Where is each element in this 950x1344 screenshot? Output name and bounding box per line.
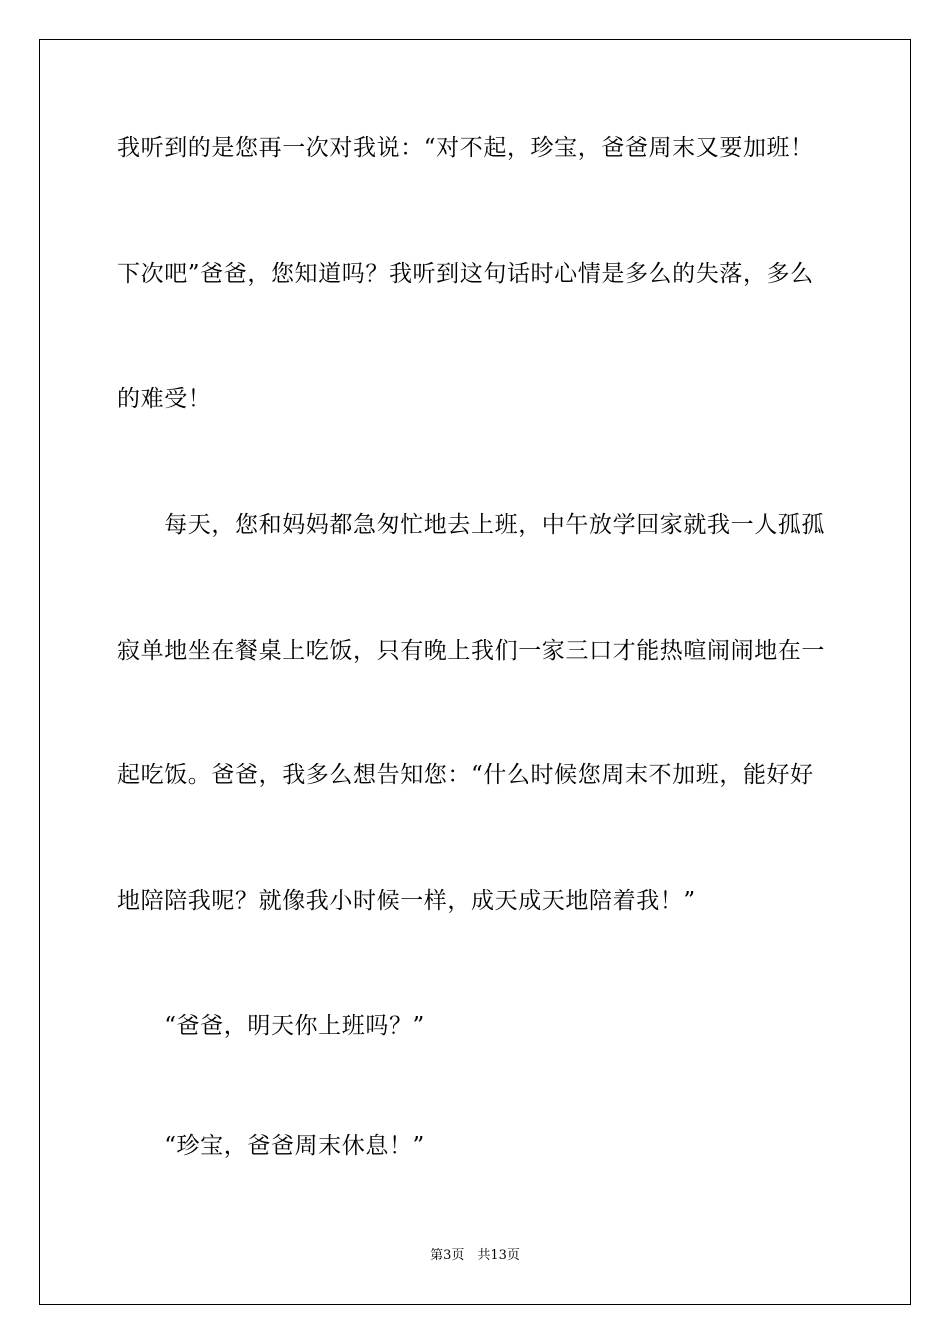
- text-line-4: 每天，您和妈妈都急匆忙地去上班，中午放学回家就我一人孤孤: [117, 512, 825, 538]
- page-border: [39, 39, 911, 1305]
- text-line-2: 下次吧”爸爸，您知道吗？我听到这句话时心情是多么的失落，多么: [117, 261, 814, 287]
- text-line-1: 我听到的是您再一次对我说：“对不起，珍宝，爸爸周末又要加班！: [117, 135, 814, 161]
- page-number-footer: 第3页 共13页: [430, 1248, 520, 1263]
- text-line-9: “珍宝，爸爸周末休息！”: [117, 1133, 425, 1159]
- text-line-5: 寂单地坐在餐桌上吃饭，只有晚上我们一家三口才能热喧闹闹地在一: [117, 638, 825, 664]
- text-line-3: 的难受！: [117, 386, 212, 412]
- text-line-7: 地陪陪我呢？就像我小时候一样，成天成天地陪着我！”: [117, 888, 696, 914]
- text-line-8: “爸爸，明天你上班吗？”: [117, 1013, 425, 1039]
- text-line-6: 起吃饭。爸爸，我多么想告知您：“什么时候您周末不加班，能好好: [117, 762, 814, 788]
